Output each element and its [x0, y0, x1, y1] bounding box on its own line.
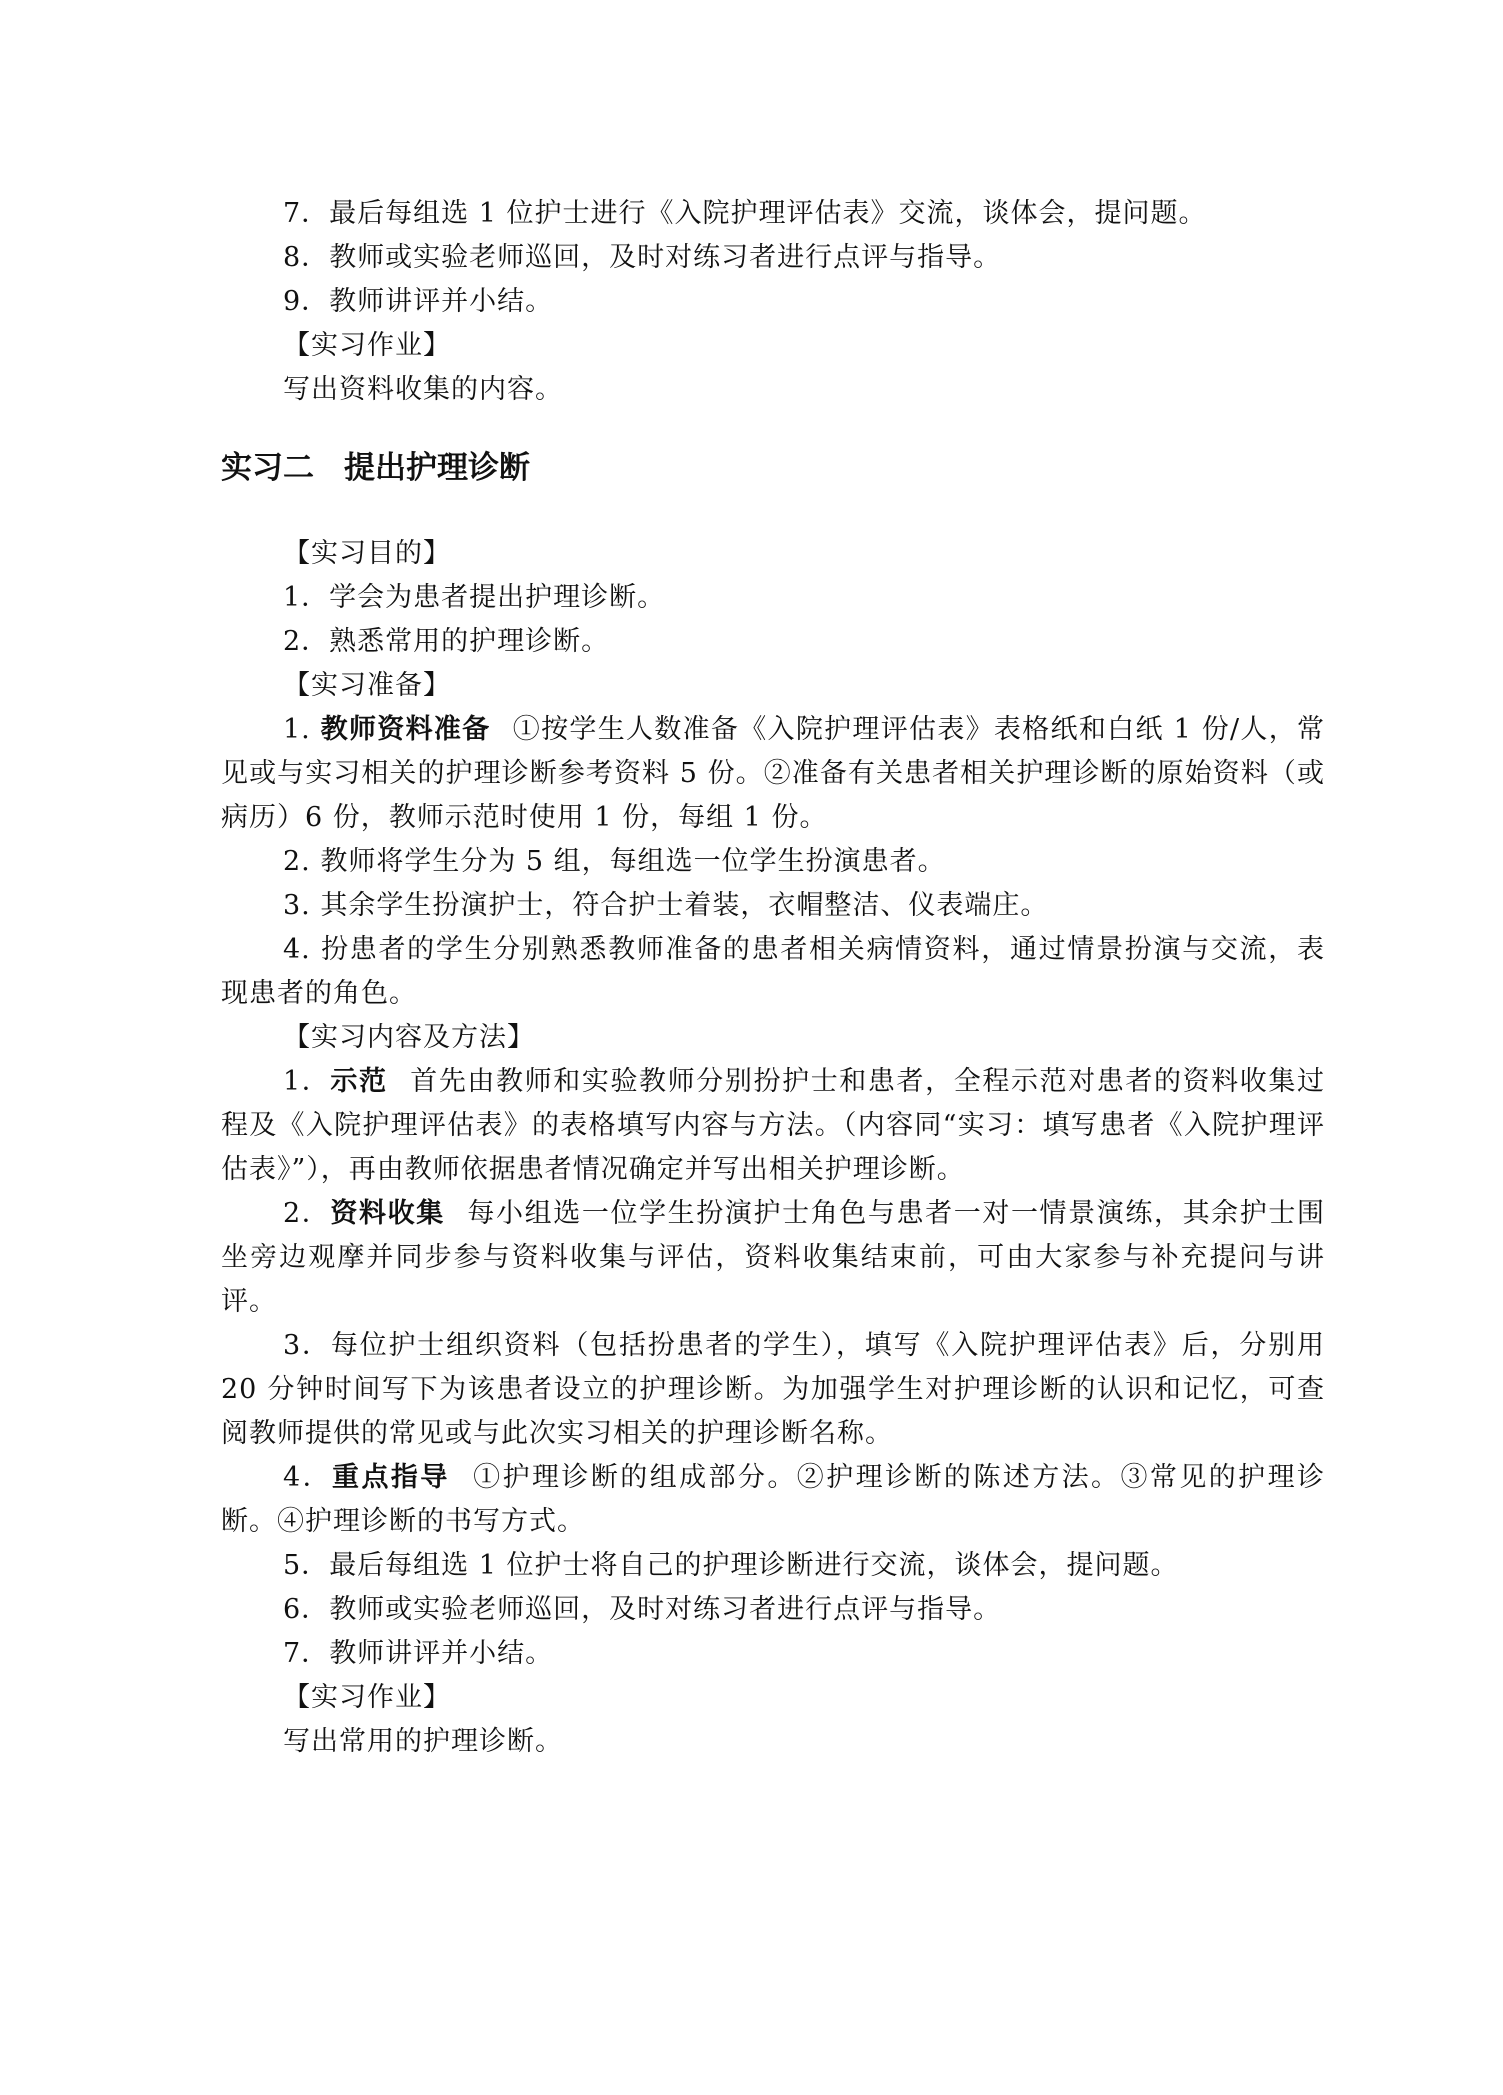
item-number: 2． [283, 1198, 331, 1229]
preparation-item [221, 928, 1325, 1016]
method-item [221, 1588, 1325, 1632]
preparation-heading: 【实习准备】 [283, 670, 451, 701]
item-number: 7． [283, 1638, 330, 1669]
item-number: 4. [283, 934, 322, 965]
preparation-item [221, 884, 1325, 928]
objectives-heading: 【实习目的】 [283, 538, 451, 569]
preparation-item [221, 840, 1325, 884]
item-number: 3． [283, 1330, 331, 1361]
page-content [221, 192, 1325, 1764]
item-number: 1． [283, 1066, 331, 1097]
item-text: 教师将学生分为 5 组，每组选一位学生扮演患者。 [320, 846, 946, 877]
item-number: 3. [283, 890, 321, 921]
item-number: 2. [283, 846, 321, 877]
item-text: 教师讲评并小结。 [329, 1638, 554, 1669]
item-text: 教师或实验老师巡回，及时对练习者进行点评与指导。 [329, 1594, 1002, 1625]
section-number: 实习二 [221, 450, 314, 486]
objective-item: 1．学会为患者提出护理诊断。 [283, 582, 666, 613]
homework-text: 写出常用的护理诊断。 [283, 1726, 563, 1757]
item-bold-label: 教师资料准备 [320, 714, 491, 745]
item-bold-label: 资料收集 [330, 1198, 445, 1229]
method-item [221, 1324, 1325, 1456]
prev-step-9: 9．教师讲评并小结。 [283, 286, 554, 317]
item-bold-label: 重点指导 [332, 1462, 450, 1493]
item-text: 每小组选一位学生扮演护士角色与患者一对一情景演练，其余护士围坐旁边观摩并同步参与资料收集与评估，资料收集结束前，可由大家参与补充提问与讲评。 [221, 1198, 1326, 1317]
method-item [221, 1456, 1325, 1544]
item-number: 4． [283, 1462, 333, 1493]
prev-homework-heading: 【实习作业】 [283, 330, 451, 361]
preparation-item [221, 708, 1325, 840]
method-item [221, 1192, 1325, 1324]
item-text: 其余学生扮演护士，符合护士着装，衣帽整洁、仪表端庄。 [320, 890, 1049, 921]
item-text: 扮患者的学生分别熟悉教师准备的患者相关病情资料，通过情景扮演与交流，表现患者的角色。 [221, 934, 1326, 1009]
prev-step-7: 7．最后每组选 1 位护士进行《入院护理评估表》交流，谈体会，提问题。 [283, 198, 1207, 229]
method-item [221, 1544, 1325, 1588]
methods-heading: 【实习内容及方法】 [283, 1022, 535, 1053]
section-title: 提出护理诊断 [344, 450, 530, 486]
prev-homework-text: 写出资料收集的内容。 [283, 374, 563, 405]
method-item [221, 1632, 1325, 1676]
item-number: 6． [283, 1594, 330, 1625]
section-heading [221, 446, 1325, 490]
item-text: 最后每组选 1 位护士将自己的护理诊断进行交流，谈体会，提问题。 [329, 1550, 1179, 1581]
item-number: 1. [283, 714, 321, 745]
item-number: 5． [283, 1550, 330, 1581]
item-text: 每位护士组织资料（包括扮患者的学生），填写《入院护理评估表》后，分别用 20 分钟时间写下为该患者设立的护理诊断。为加强学生对护理诊断的认识和记忆，可查阅教师提供的常见或与此次实习相关的护理诊断名称。 [221, 1330, 1325, 1449]
method-item [221, 1060, 1325, 1192]
homework-heading: 【实习作业】 [283, 1682, 451, 1713]
objective-item: 2．熟悉常用的护理诊断。 [283, 626, 610, 657]
item-text: 首先由教师和实验教师分别扮护士和患者，全程示范对患者的资料收集过程及《入院护理评估表》的表格填写内容与方法。（内容同“实习：填写患者《入院护理评估表》”），再由教师依据患者情况确定并写出相关护理诊断。 [221, 1066, 1325, 1185]
item-text: ①护理诊断的组成部分。②护理诊断的陈述方法。③常见的护理诊断。④护理诊断的书写方式。 [221, 1462, 1326, 1537]
prev-step-8: 8．教师或实验老师巡回，及时对练习者进行点评与指导。 [283, 242, 1002, 273]
item-bold-label: 示范 [330, 1066, 388, 1097]
item-text: ①按学生人数准备《入院护理评估表》表格纸和白纸 1 份/人，常见或与实习相关的护理诊断参考资料 5 份。②准备有关患者相关护理诊断的原始资料（或病历）6 份，教师示范时使用 1 份，每组 1 份。 [221, 714, 1326, 833]
